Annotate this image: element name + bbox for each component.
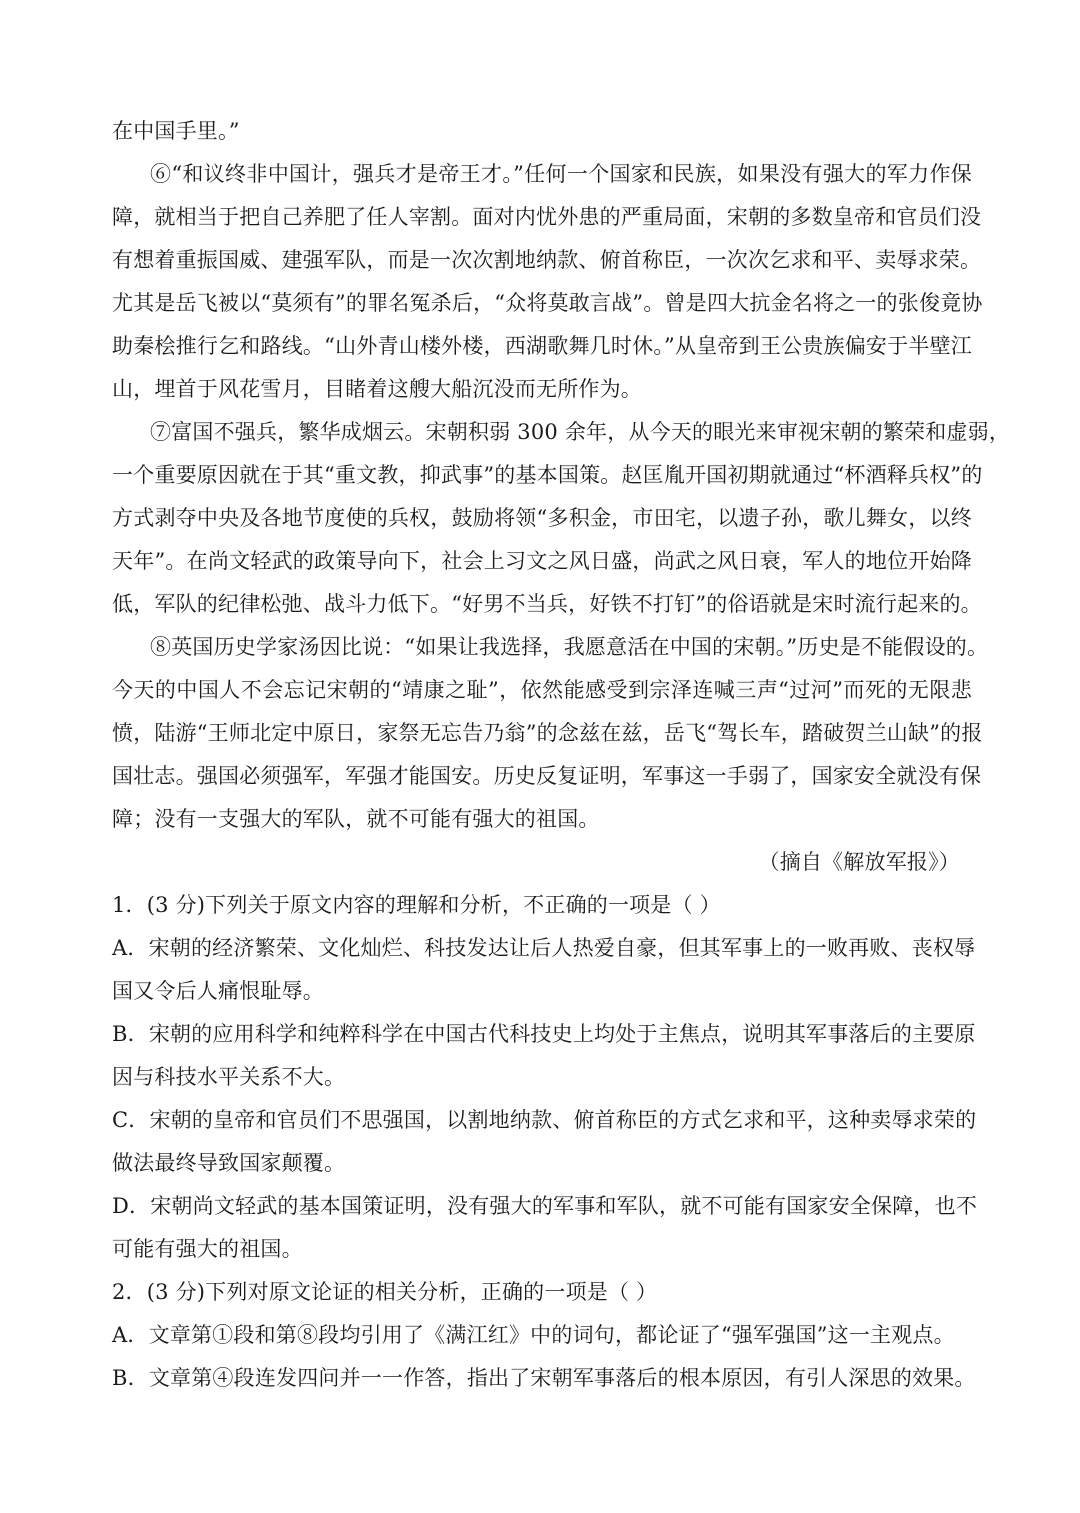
- question-1-option-a-line-1: A．宋朝的经济繁荣、文化灿烂、科技发达让后人热爱自豪，但其军事上的一败再败、丧权辱: [112, 936, 976, 960]
- question-1-option-c-line-1: C．宋朝的皇帝和官员们不思强国，以割地纳款、俯首称臣的方式乞求和平，这种卖辱求荣的: [112, 1108, 977, 1132]
- question-2-stem: 2．(3 分)下列对原文论证的相关分析，正确的一项是（ ）: [112, 1280, 658, 1304]
- question-1-option-b-line-2: 因与科技水平关系不大。: [112, 1065, 346, 1089]
- p8-line-5: 障；没有一支强大的军队，就不可能有强大的祖国。: [112, 807, 600, 831]
- p6-line-2: 障，就相当于把自己养肥了任人宰割。面对内忧外患的严重局面，宋朝的多数皇帝和官员们没: [112, 205, 982, 229]
- question-1-option-c-line-2: 做法最终导致国家颠覆。: [112, 1151, 346, 1175]
- p7-line-1: ⑦富国不强兵，繁华成烟云。宋朝积弱 300 余年，从今天的眼光来审视宋朝的繁荣和虚弱，: [150, 420, 1011, 444]
- p7-line-4: 天年”。在尚文轻武的政策导向下，社会上习文之风日盛，尚武之风日衰，军人的地位开始降: [112, 549, 972, 573]
- question-2-option-a: A．文章第①段和第⑧段均引用了《满江红》中的词句，都论证了“强军强国”这一主观点。: [112, 1323, 955, 1347]
- p8-line-2: 今天的中国人不会忘记宋朝的“靖康之耻”，依然能感受到宗泽连喊三声“过河”而死的无限悲: [112, 678, 972, 702]
- p8-line-4: 国壮志。强国必须强军，军强才能国安。历史反复证明，军事这一手弱了，国家安全就没有保: [112, 764, 982, 788]
- question-1-option-b-line-1: B．宋朝的应用科学和纯粹科学在中国古代科技史上均处于主焦点，说明其军事落后的主要原: [112, 1022, 976, 1046]
- source-citation: （摘自《解放军报》）: [758, 850, 960, 874]
- p7-line-5: 低，军队的纪律松弛、战斗力低下。“好男不当兵，好铁不打钉”的俗语就是宋时流行起来的。: [112, 592, 982, 616]
- p8-line-3: 愤，陆游“王师北定中原日，家祭无忘告乃翁”的念兹在兹，岳飞“驾长车，踏破贺兰山缺”的报: [112, 721, 983, 745]
- p7-line-3: 方式剥夺中央及各地节度使的兵权，鼓励将领“多积金，市田宅，以遗子孙，歌儿舞女，以终: [112, 506, 972, 530]
- question-1-option-d-line-1: D．宋朝尚文轻武的基本国策证明，没有强大的军事和军队，就不可能有国家安全保障，也不: [112, 1194, 978, 1218]
- question-1-option-d-line-2: 可能有强大的祖国。: [112, 1237, 303, 1261]
- p7-line-2: 一个重要原因就在于其“重文教，抑武事”的基本国策。赵匡胤开国初期就通过“杯酒释兵权”的: [112, 463, 983, 487]
- question-1-option-a-line-2: 国又令后人痛恨耻辱。: [112, 979, 324, 1003]
- p6-line-3: 有想着重振国威、建强军队，而是一次次割地纳款、俯首称臣，一次次乞求和平、卖辱求荣。: [112, 248, 982, 272]
- p6-line-4: 尤其是岳飞被以“莫须有”的罪名冤杀后，“众将莫敢言战”。曾是四大抗金名将之一的张俊竟协: [112, 291, 983, 315]
- p6-line-5: 助秦桧推行乞和路线。“山外青山楼外楼，西湖歌舞几时休。”从皇帝到王公贵族偏安于半壁江: [112, 334, 972, 358]
- question-2-option-b: B．文章第④段连发四问并一一作答，指出了宋朝军事落后的根本原因，有引人深思的效果。: [112, 1366, 976, 1390]
- p6-line-6: 山，埋首于风花雪月，目睹着这艘大船沉没而无所作为。: [112, 377, 642, 401]
- p5-line-1: 在中国手里。”: [112, 119, 240, 143]
- question-1-stem: 1．(3 分)下列关于原文内容的理解和分析，不正确的一项是（ ）: [112, 893, 721, 917]
- p6-line-1: ⑥“和议终非中国计，强兵才是帝王才。”任何一个国家和民族，如果没有强大的军力作保: [150, 162, 972, 186]
- p8-line-1: ⑧英国历史学家汤因比说：“如果让我选择，我愿意活在中国的宋朝。”历史是不能假设的。: [150, 635, 989, 659]
